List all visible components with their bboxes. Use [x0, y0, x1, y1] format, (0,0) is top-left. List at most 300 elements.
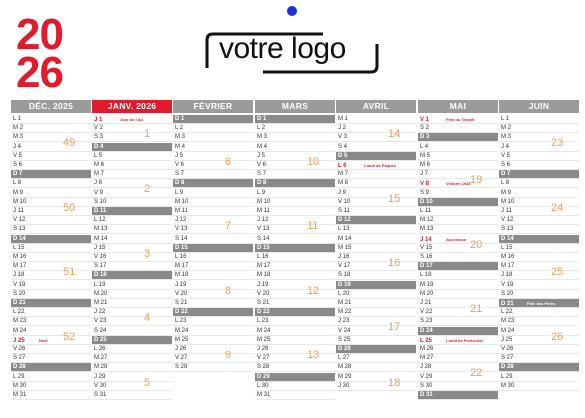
day-label: S 11 [338, 208, 350, 214]
day-row [336, 253, 416, 262]
week-number: 3 [144, 247, 151, 260]
day-row [173, 354, 253, 363]
day-row [173, 216, 253, 225]
day-row [173, 124, 253, 133]
day-row [418, 225, 498, 234]
day-row [255, 308, 335, 317]
day-label: D 26 [338, 346, 351, 352]
month-header: JUIN [499, 100, 579, 113]
day-label: M 25 [257, 336, 271, 343]
footer-strip [0, 402, 585, 416]
day-label: J 29 [94, 373, 106, 380]
day-row [11, 225, 91, 234]
month-column [499, 100, 579, 389]
week-number: 8 [225, 284, 232, 297]
day-row [418, 317, 498, 326]
day-label: M 8 [338, 180, 349, 187]
day-row [418, 299, 498, 308]
day-row [418, 281, 498, 290]
day-label: M 10 [175, 198, 189, 205]
day-row [255, 345, 335, 354]
day-row [11, 317, 91, 326]
day-row [11, 391, 91, 400]
day-label: L 2 [257, 125, 266, 132]
day-label: M 6 [94, 162, 105, 168]
day-row [499, 179, 579, 188]
day-row [11, 336, 91, 345]
day-row [336, 170, 416, 179]
day-label: M 13 [420, 226, 434, 233]
week-number: 25 [551, 266, 564, 279]
day-label: M 1 [338, 116, 349, 122]
day-row [11, 253, 91, 262]
day-label: D 18 [94, 272, 107, 279]
logo-text: votre logo [219, 32, 346, 65]
day-label: M 3 [13, 134, 24, 141]
day-label: L 22 [13, 309, 25, 316]
day-row [499, 216, 579, 225]
day-label: V 1 [420, 117, 430, 123]
day-row [499, 170, 579, 179]
day-label: V 20 [175, 290, 188, 297]
day-label: M 16 [501, 254, 515, 260]
day-row [418, 179, 498, 188]
day-label: M 11 [257, 208, 270, 214]
day-row [255, 373, 335, 382]
week-number: 9 [225, 349, 232, 361]
day-label: J 8 [94, 180, 103, 187]
day-row [92, 281, 172, 290]
day-row [336, 225, 416, 234]
day-label: V 29 [420, 373, 433, 380]
day-label: L 15 [501, 244, 513, 251]
day-label: L 29 [13, 373, 25, 380]
week-number: 26 [551, 330, 564, 343]
day-label: L 26 [94, 346, 106, 352]
day-row [255, 198, 335, 207]
day-row [173, 161, 253, 170]
day-row [418, 327, 498, 336]
day-row [499, 363, 579, 372]
day-row [11, 170, 91, 179]
day-row [173, 235, 253, 244]
day-row [255, 179, 335, 188]
day-label: V 17 [338, 263, 351, 270]
day-label: S 3 [94, 134, 104, 141]
week-number: 13 [307, 349, 320, 361]
day-label: L 25 [420, 337, 432, 344]
day-row [11, 235, 91, 244]
week-number: 51 [63, 266, 76, 279]
day-label: J 4 [13, 143, 22, 150]
day-row [499, 382, 579, 391]
day-row [92, 327, 172, 336]
holiday-note: Fête du Travail [446, 117, 475, 122]
day-label: M 18 [175, 272, 189, 279]
day-row [173, 271, 253, 280]
day-label: V 27 [257, 355, 270, 362]
day-row [418, 124, 498, 133]
day-row [499, 189, 579, 198]
day-label: L 27 [338, 355, 350, 362]
day-row [255, 391, 335, 400]
logo-placeholder [203, 28, 381, 78]
week-number: 4 [144, 312, 151, 325]
day-row [255, 290, 335, 299]
day-row [92, 235, 172, 244]
day-row [499, 244, 579, 253]
day-label: M 6 [420, 162, 431, 168]
day-label: S 24 [94, 327, 107, 334]
day-label: L 12 [94, 217, 106, 224]
day-row [173, 244, 253, 253]
day-row [255, 244, 335, 253]
day-row [92, 290, 172, 299]
day-row [173, 143, 253, 152]
day-row [92, 244, 172, 253]
day-row [11, 207, 91, 216]
day-row [499, 198, 579, 207]
day-row [255, 235, 335, 244]
day-row [255, 354, 335, 363]
year-bottom: 26 [16, 48, 63, 97]
day-row [499, 225, 579, 234]
day-row [92, 207, 172, 216]
day-row [11, 198, 91, 207]
day-row [336, 345, 416, 354]
day-row [173, 262, 253, 271]
day-label: S 28 [175, 364, 188, 371]
day-row [92, 189, 172, 198]
day-row [173, 225, 253, 234]
day-label: V 5 [501, 152, 511, 159]
week-number: 11 [307, 220, 319, 233]
day-label: L 9 [175, 189, 184, 196]
day-row [11, 363, 91, 372]
day-row [11, 115, 91, 124]
day-label: D 15 [257, 244, 270, 251]
week-number: 16 [388, 257, 401, 269]
day-label: J 26 [175, 346, 187, 352]
day-row [418, 143, 498, 152]
day-label: M 4 [257, 143, 268, 150]
day-label: V 26 [501, 346, 514, 352]
day-label: D 25 [94, 336, 107, 343]
day-label: L 8 [13, 180, 22, 187]
holiday-note: Lundi de Pentecôte [446, 337, 483, 343]
day-row [92, 299, 172, 308]
month-column [418, 100, 498, 398]
day-row [418, 207, 498, 216]
day-row [92, 354, 172, 363]
day-row [336, 317, 416, 326]
day-row [336, 124, 416, 133]
day-label: S 20 [13, 290, 26, 297]
day-row [92, 133, 172, 142]
day-row [418, 216, 498, 225]
day-label: J 25 [501, 336, 513, 343]
day-label: M 11 [175, 208, 188, 214]
day-row [11, 290, 91, 299]
day-row [92, 152, 172, 161]
day-label: M 12 [420, 217, 434, 224]
day-label: D 8 [175, 180, 185, 187]
day-label: M 17 [13, 263, 27, 270]
day-row [336, 198, 416, 207]
month-header: MARS [255, 100, 335, 113]
day-row [92, 262, 172, 271]
day-label: M 10 [13, 198, 27, 205]
day-row [11, 152, 91, 161]
day-label: V 2 [94, 125, 104, 132]
day-row [255, 170, 335, 179]
month-column [92, 100, 172, 398]
day-row [336, 299, 416, 308]
day-label: S 2 [420, 125, 430, 132]
day-row [499, 345, 579, 354]
day-label: M 7 [94, 171, 105, 178]
day-row [418, 354, 498, 363]
day-row [418, 235, 498, 244]
day-row [255, 382, 335, 391]
day-row [499, 354, 579, 363]
day-label: D 28 [13, 364, 26, 371]
day-label: M 23 [13, 318, 27, 325]
day-label: V 3 [338, 134, 348, 141]
day-row [336, 373, 416, 382]
day-label: D 14 [501, 235, 514, 242]
day-row [336, 354, 416, 363]
day-label: M 10 [257, 198, 271, 205]
day-label: S 27 [13, 355, 26, 362]
day-label: L 22 [501, 309, 513, 316]
day-row [92, 382, 172, 391]
day-label: S 23 [420, 318, 433, 325]
day-row [11, 308, 91, 317]
day-label: L 6 [338, 163, 347, 169]
day-label: J 26 [257, 346, 269, 352]
day-label: M 21 [338, 300, 352, 306]
month-header: JANV. 2026 [92, 100, 172, 113]
day-label: V 10 [338, 198, 351, 205]
day-label: V 24 [338, 327, 351, 334]
day-label: J 5 [257, 152, 266, 159]
day-label: D 15 [175, 244, 188, 251]
day-row [336, 336, 416, 345]
day-label: V 19 [13, 281, 26, 288]
day-label: M 3 [175, 134, 186, 141]
day-row [418, 391, 498, 400]
day-row [418, 152, 498, 161]
day-label: S 10 [94, 198, 107, 205]
day-label: M 5 [420, 152, 431, 159]
day-label: D 5 [338, 152, 348, 159]
day-row [11, 281, 91, 290]
day-label: S 31 [94, 392, 107, 398]
day-row [255, 281, 335, 290]
day-row [92, 336, 172, 345]
day-label: V 27 [175, 355, 188, 362]
day-label: V 26 [13, 346, 26, 352]
day-label: S 7 [257, 171, 267, 178]
day-row [336, 262, 416, 271]
day-label: M 20 [94, 290, 108, 297]
day-label: J 5 [175, 152, 184, 159]
day-row [92, 391, 172, 400]
day-label: S 17 [94, 263, 107, 270]
day-label: M 13 [94, 226, 108, 233]
week-number: 20 [470, 238, 483, 251]
day-label: S 14 [175, 235, 188, 242]
day-label: M 24 [175, 327, 189, 334]
day-row [173, 198, 253, 207]
day-row [173, 281, 253, 290]
week-number: 2 [144, 183, 151, 196]
day-row [92, 225, 172, 234]
day-row [499, 161, 579, 170]
day-label: M 17 [501, 263, 515, 270]
day-row [92, 143, 172, 152]
day-row [336, 189, 416, 198]
day-row [418, 373, 498, 382]
day-row [11, 373, 91, 382]
day-label: M 17 [257, 263, 271, 270]
day-label: M 22 [338, 309, 352, 316]
day-label: D 29 [257, 373, 270, 380]
day-row [499, 271, 579, 280]
day-row [418, 170, 498, 179]
day-label: J 21 [420, 300, 432, 306]
day-row [336, 207, 416, 216]
day-label: L 5 [94, 152, 103, 159]
day-label: J 11 [501, 208, 512, 214]
day-row [255, 271, 335, 280]
day-label: D 12 [338, 217, 351, 224]
day-label: D 4 [94, 143, 104, 150]
day-row [499, 133, 579, 142]
day-row [92, 308, 172, 317]
day-row [92, 345, 172, 354]
day-label: S 16 [420, 254, 433, 260]
day-label: M 29 [338, 373, 352, 380]
day-label: V 13 [175, 226, 188, 233]
day-row [336, 308, 416, 317]
day-row [92, 271, 172, 280]
day-row [92, 198, 172, 207]
holiday-note: Ascension [446, 236, 467, 242]
day-row [499, 152, 579, 161]
day-row [173, 327, 253, 336]
day-row [173, 363, 253, 372]
day-row [499, 115, 579, 124]
day-label: L 16 [257, 254, 269, 260]
day-row [499, 124, 579, 133]
day-row [499, 235, 579, 244]
day-label: M 27 [420, 355, 434, 362]
day-row [499, 290, 579, 299]
day-row [499, 143, 579, 152]
day-label: D 21 [13, 300, 26, 306]
day-label: J 4 [501, 143, 510, 150]
day-label: J 11 [13, 208, 24, 214]
day-label: J 14 [420, 236, 432, 243]
day-row [336, 382, 416, 391]
day-row [418, 336, 498, 345]
week-number: 52 [63, 330, 76, 343]
day-row [418, 308, 498, 317]
day-row [11, 189, 91, 198]
day-row [336, 363, 416, 372]
day-row [418, 198, 498, 207]
day-label: S 13 [13, 226, 26, 233]
day-row [92, 170, 172, 179]
day-row [418, 133, 498, 142]
day-row [336, 271, 416, 280]
day-row [173, 336, 253, 345]
day-label: J 18 [501, 272, 513, 279]
day-label: J 22 [94, 309, 106, 316]
day-row [92, 253, 172, 262]
day-row [92, 161, 172, 170]
day-row [173, 253, 253, 262]
week-number: 19 [470, 174, 483, 187]
day-label: S 6 [501, 162, 511, 168]
day-row [499, 207, 579, 216]
day-row [11, 271, 91, 280]
day-label: M 30 [501, 382, 515, 389]
day-row [92, 373, 172, 382]
day-row [418, 189, 498, 198]
holiday-note: Noël [39, 337, 48, 343]
day-row [173, 345, 253, 354]
day-row [255, 327, 335, 336]
day-label: S 21 [257, 300, 270, 306]
week-number: 15 [388, 192, 401, 205]
day-row [11, 327, 91, 336]
day-row [11, 262, 91, 271]
day-row [173, 189, 253, 198]
day-label: M 3 [257, 134, 268, 141]
day-row [11, 354, 91, 363]
day-label: D 14 [13, 235, 26, 242]
day-row [11, 244, 91, 253]
day-label: M 4 [175, 143, 186, 150]
day-row [336, 290, 416, 299]
month-header: FÉVRIER [173, 100, 253, 113]
week-number: 17 [388, 321, 401, 334]
day-label: J 18 [13, 272, 25, 279]
week-number: 18 [388, 376, 401, 389]
day-label: M 26 [420, 346, 434, 352]
day-label: M 31 [257, 392, 271, 398]
day-row [92, 216, 172, 225]
day-row [11, 124, 91, 133]
day-label: J 2 [338, 125, 347, 132]
day-row [499, 336, 579, 345]
day-row [418, 115, 498, 124]
week-number: 1 [144, 128, 151, 141]
day-label: S 25 [338, 336, 351, 343]
day-label: V 8 [420, 181, 430, 188]
day-row [336, 161, 416, 170]
day-row [255, 262, 335, 271]
month-header: MAI [418, 100, 498, 113]
day-label: V 19 [501, 281, 514, 288]
day-label: D 21 [501, 301, 514, 307]
day-label: D 8 [257, 180, 267, 187]
day-row [418, 161, 498, 170]
week-number: 22 [470, 367, 483, 380]
